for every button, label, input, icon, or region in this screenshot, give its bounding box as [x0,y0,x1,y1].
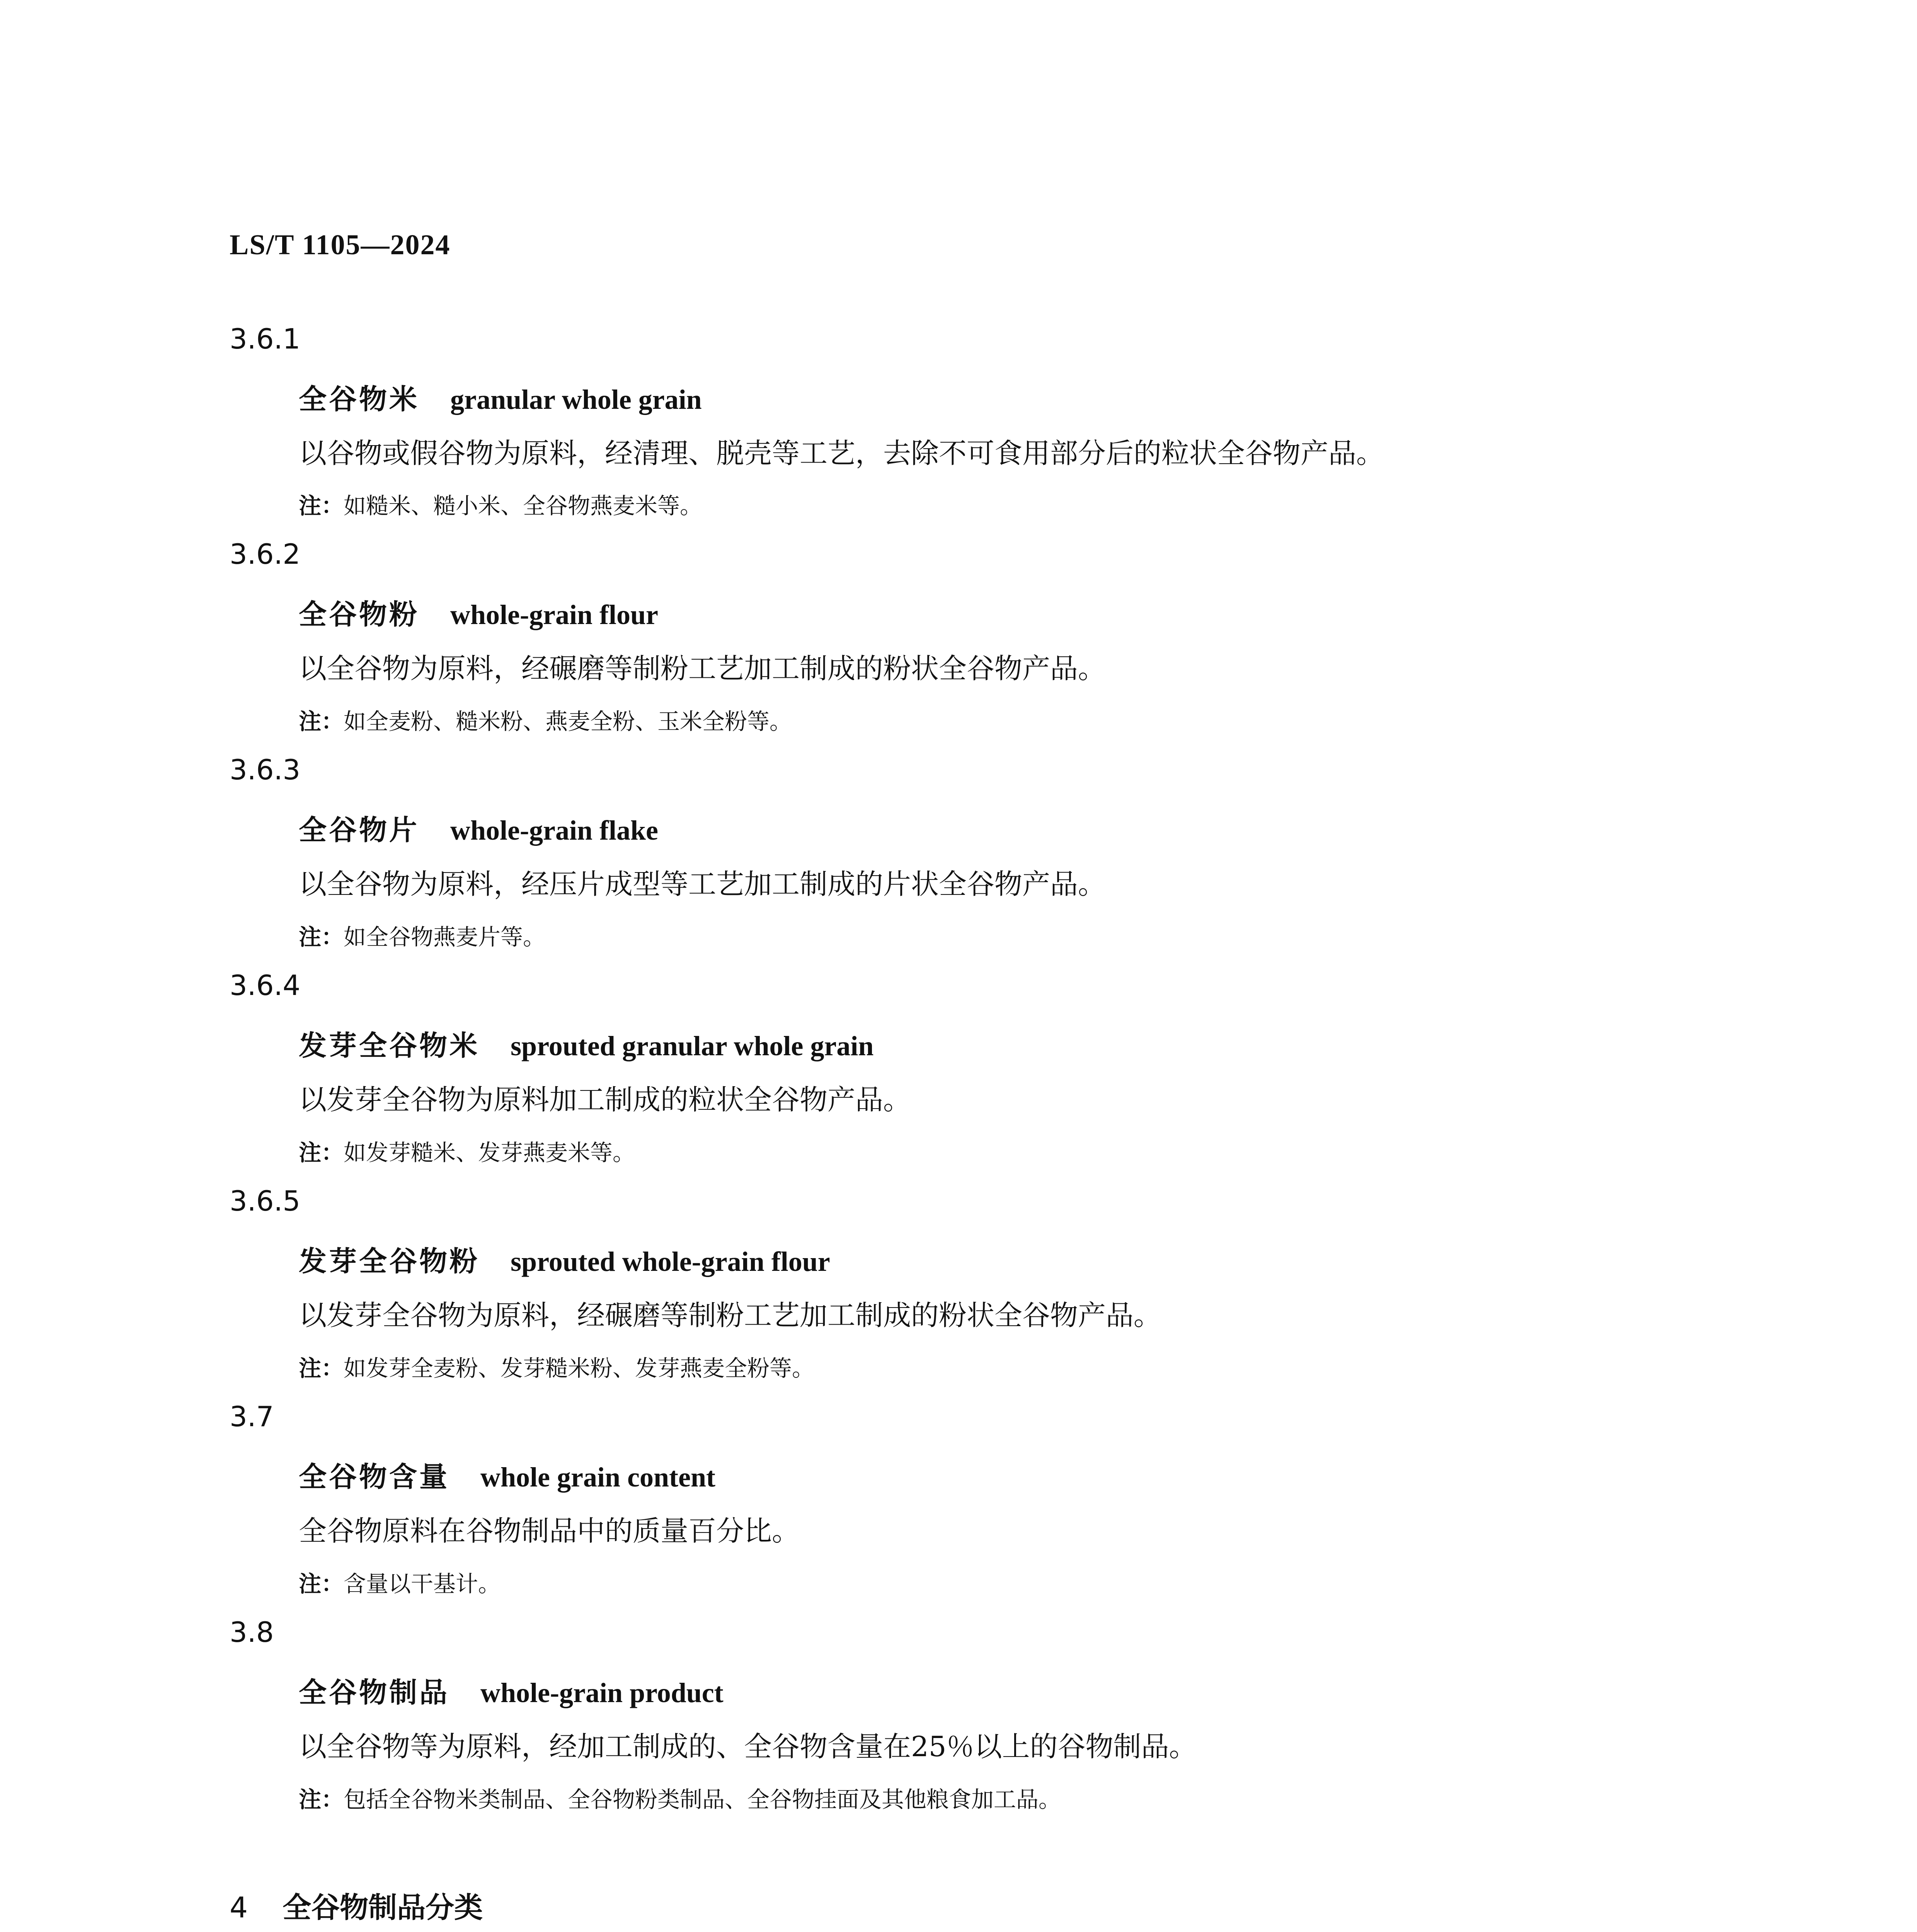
note-text: 包括全谷物米类制品、全谷物粉类制品、全谷物挂面及其他粮食加工品。 [344,1786,1061,1813]
term-note [299,919,545,951]
term-heading [299,1454,715,1495]
note-label: 注： [299,1571,344,1597]
note-text: 如全麦粉、糙米粉、燕麦全粉、玉米全粉等。 [344,708,792,735]
term-en: whole-grain product [480,1677,724,1708]
term-definition: 以发芽全谷物为原料，经碾磨等制粉工艺加工制成的粉状全谷物产品。 [299,1299,1162,1332]
clause-number: 3.6.3 [230,753,301,786]
term-en: whole grain content [480,1462,715,1493]
clause-number: 3.6.5 [230,1185,301,1217]
term-definition: 以发芽全谷物为原料加工制成的粒状全谷物产品。 [299,1083,911,1116]
note-text: 如发芽糙米、发芽燕麦米等。 [344,1139,635,1166]
note-label: 注： [299,708,344,735]
term-note [299,1781,1061,1814]
term-note [299,488,702,520]
section-number: 4 [230,1891,248,1924]
term-en: sprouted whole-grain flour [511,1246,830,1277]
term-zh: 全谷物含量 [299,1461,450,1493]
note-label: 注： [299,1786,344,1813]
term-en: whole-grain flour [450,599,658,630]
term-heading [299,808,658,848]
section-title: 全谷物制品分类 [283,1891,483,1924]
clause-number: 3.6.4 [230,969,301,1002]
term-heading [299,1239,830,1279]
note-text: 如发芽全麦粉、发芽糙米粉、发芽燕麦全粉等。 [344,1355,815,1381]
term-heading [299,592,658,632]
clause-number: 3.8 [230,1616,274,1648]
term-zh: 全谷物片 [299,814,420,846]
clause-number: 3.6.2 [230,538,301,570]
term-heading [299,377,702,417]
term-definition: 以谷物或假谷物为原料，经清理、脱壳等工艺，去除不可食用部分后的粒状全谷物产品。 [299,437,1384,469]
note-label: 注： [299,1355,344,1381]
term-zh: 发芽全谷物米 [299,1029,480,1062]
term-note [299,703,792,736]
term-note [299,1350,814,1383]
term-definition: 以全谷物为原料，经碾磨等制粉工艺加工制成的粉状全谷物产品。 [299,652,1106,685]
standard-code-header: LS/T 1105—2024 [230,229,451,261]
term-zh: 发芽全谷物粉 [299,1245,480,1277]
clause-number: 3.7 [230,1400,274,1433]
note-text: 含量以干基计。 [344,1571,501,1597]
term-heading [299,1023,873,1063]
term-zh: 全谷物米 [299,383,420,415]
note-text: 如全谷物燕麦片等。 [344,924,546,950]
clause-number: 3.6.1 [230,323,301,355]
term-en: granular whole grain [450,384,702,415]
term-note [299,1134,635,1167]
term-definition: 以全谷物为原料，经压片成型等工艺加工制成的片状全谷物产品。 [299,868,1106,900]
note-label: 注： [299,1139,344,1166]
note-label: 注： [299,493,344,519]
note-label: 注： [299,924,344,950]
term-zh: 全谷物粉 [299,598,420,631]
term-en: whole-grain flake [450,815,658,846]
term-note [299,1566,501,1598]
note-text: 如糙米、糙小米、全谷物燕麦米等。 [344,493,703,519]
term-zh: 全谷物制品 [299,1676,450,1709]
section-heading [230,1885,483,1926]
term-definition: 以全谷物等为原料，经加工制成的、全谷物含量在25％以上的谷物制品。 [299,1730,1197,1763]
term-heading [299,1670,724,1710]
term-definition: 全谷物原料在谷物制品中的质量百分比。 [299,1515,800,1547]
term-en: sprouted granular whole grain [511,1031,874,1061]
